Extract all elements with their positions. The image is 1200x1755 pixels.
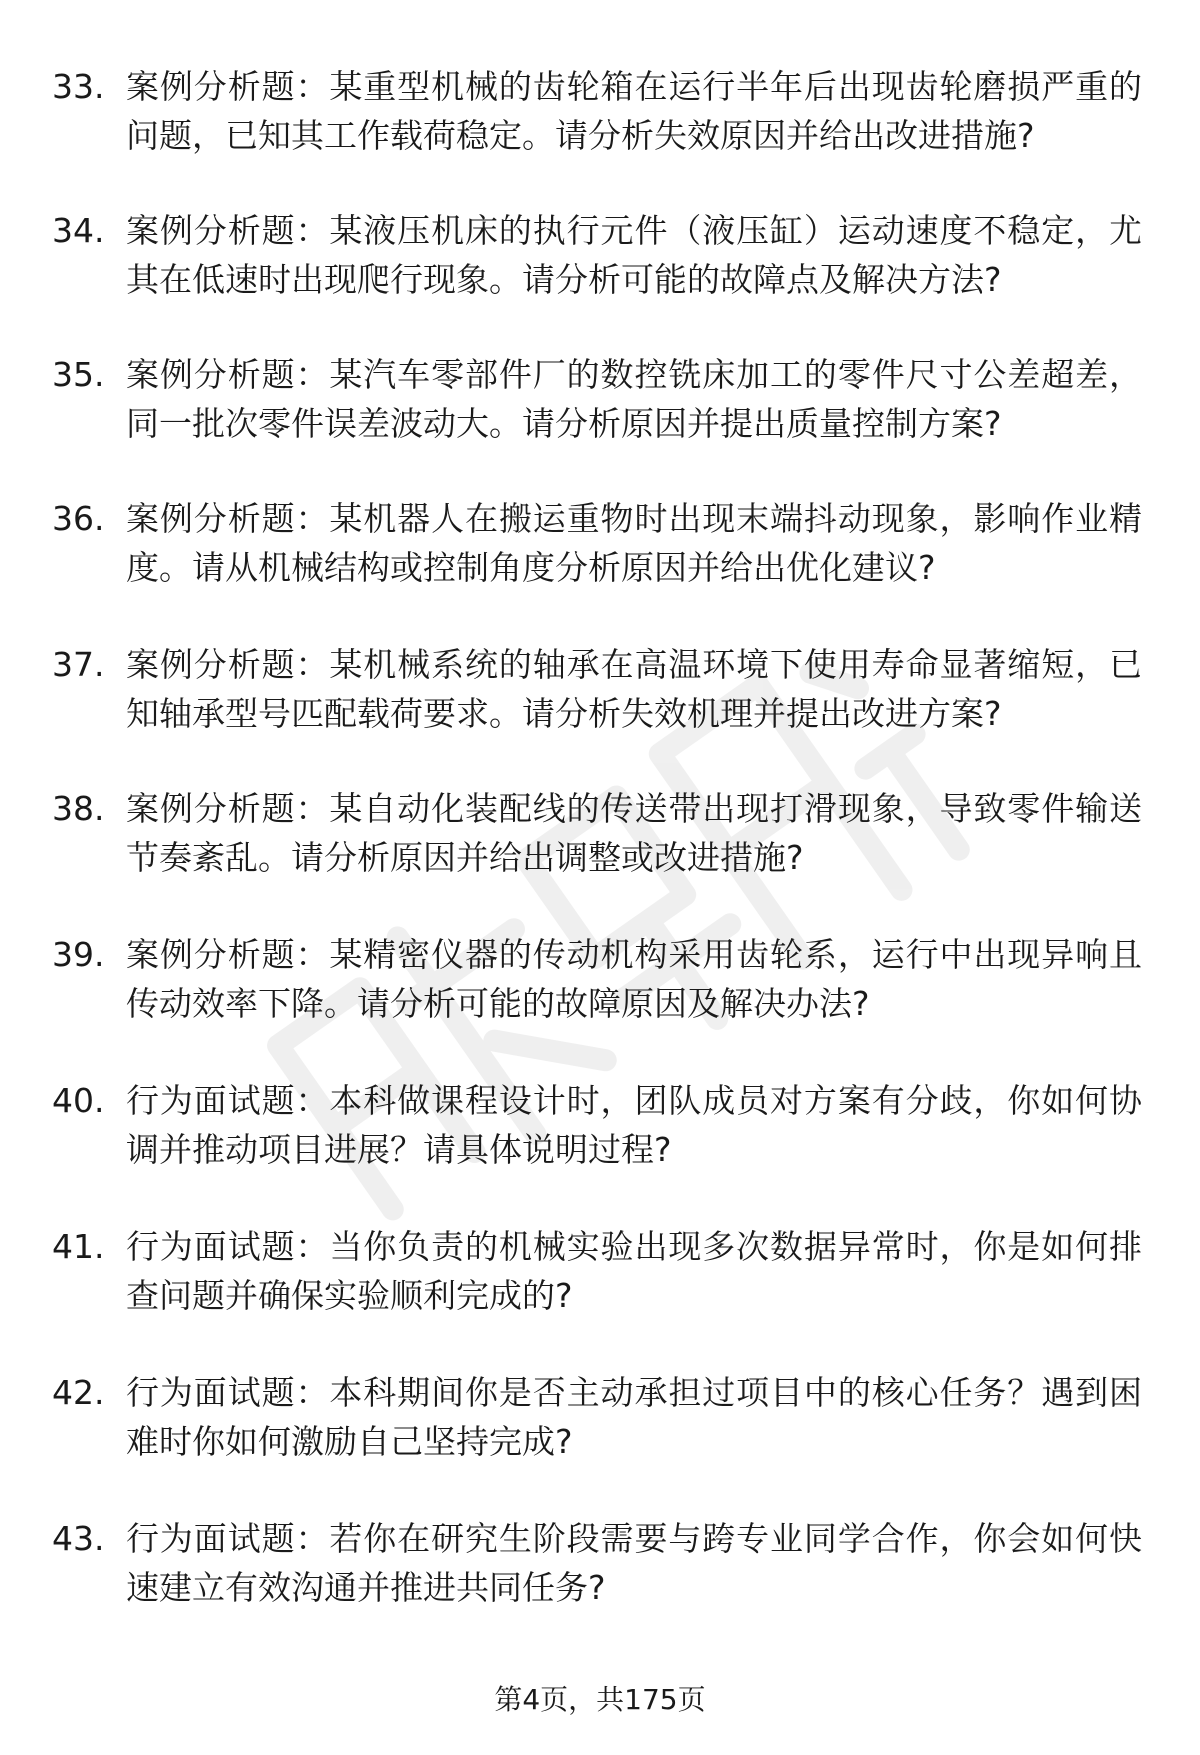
- question-item: [52, 930, 1142, 1028]
- question-number: 35.: [52, 355, 105, 394]
- question-text: 案例分析题：某机器人在搬运重物时出现末端抖动现象，影响作业精度。请从机械结构或控制角度分析原因并给出优化建议?: [126, 499, 1142, 587]
- question-text: 案例分析题：某精密仪器的传动机构采用齿轮系，运行中出现异响且传动效率下降。请分析可能的故障原因及解决办法?: [126, 935, 1142, 1023]
- question-text: 案例分析题：某汽车零部件厂的数控铣床加工的零件尺寸公差超差，同一批次零件误差波动大。请分析原因并提出质量控制方案?: [126, 355, 1142, 443]
- question-item: [52, 494, 1142, 592]
- question-item: [52, 640, 1142, 738]
- question-number: 41.: [52, 1227, 105, 1266]
- question-number: 40.: [52, 1081, 105, 1120]
- question-number: 33.: [52, 67, 105, 106]
- question-text: 行为面试题：本科做课程设计时，团队成员对方案有分歧，你如何协调并推动项目进展？请具体说明过程?: [126, 1081, 1142, 1169]
- question-text: 行为面试题：若你在研究生阶段需要与跨专业同学合作，你会如何快速建立有效沟通并推进共同任务?: [126, 1519, 1142, 1607]
- question-text: 案例分析题：某自动化装配线的传送带出现打滑现象，导致零件输送节奏紊乱。请分析原因并给出调整或改进措施?: [126, 789, 1142, 877]
- question-number: 38.: [52, 789, 105, 828]
- question-number: 39.: [52, 935, 105, 974]
- question-item: [52, 1076, 1142, 1174]
- question-text: 行为面试题：本科期间你是否主动承担过项目中的核心任务？遇到困难时你如何激励自己坚持完成?: [126, 1373, 1142, 1461]
- question-item: [52, 1222, 1142, 1320]
- question-list: [52, 62, 1142, 1660]
- question-item: [52, 62, 1142, 160]
- question-text: 行为面试题：当你负责的机械实验出现多次数据异常时，你是如何排查问题并确保实验顺利完成的?: [126, 1227, 1142, 1315]
- question-number: 37.: [52, 645, 105, 684]
- question-text: 案例分析题：某重型机械的齿轮箱在运行半年后出现齿轮磨损严重的问题，已知其工作载荷稳定。请分析失效原因并给出改进措施?: [126, 67, 1142, 155]
- question-item: [52, 1514, 1142, 1612]
- question-text: 案例分析题：某机械系统的轴承在高温环境下使用寿命显著缩短，已知轴承型号匹配载荷要求。请分析失效机理并提出改进方案?: [126, 645, 1142, 733]
- question-item: [52, 1368, 1142, 1466]
- question-number: 36.: [52, 499, 105, 538]
- question-item: [52, 350, 1142, 448]
- question-item: [52, 784, 1142, 882]
- page-indicator: 第4页，共175页: [494, 1683, 706, 1716]
- question-number: 43.: [52, 1519, 105, 1558]
- page-footer: [0, 1682, 1200, 1718]
- question-number: 34.: [52, 211, 105, 250]
- question-number: 42.: [52, 1373, 105, 1412]
- question-text: 案例分析题：某液压机床的执行元件（液压缸）运动速度不稳定，尤其在低速时出现爬行现象。请分析可能的故障点及解决方法?: [126, 211, 1142, 299]
- question-item: [52, 206, 1142, 304]
